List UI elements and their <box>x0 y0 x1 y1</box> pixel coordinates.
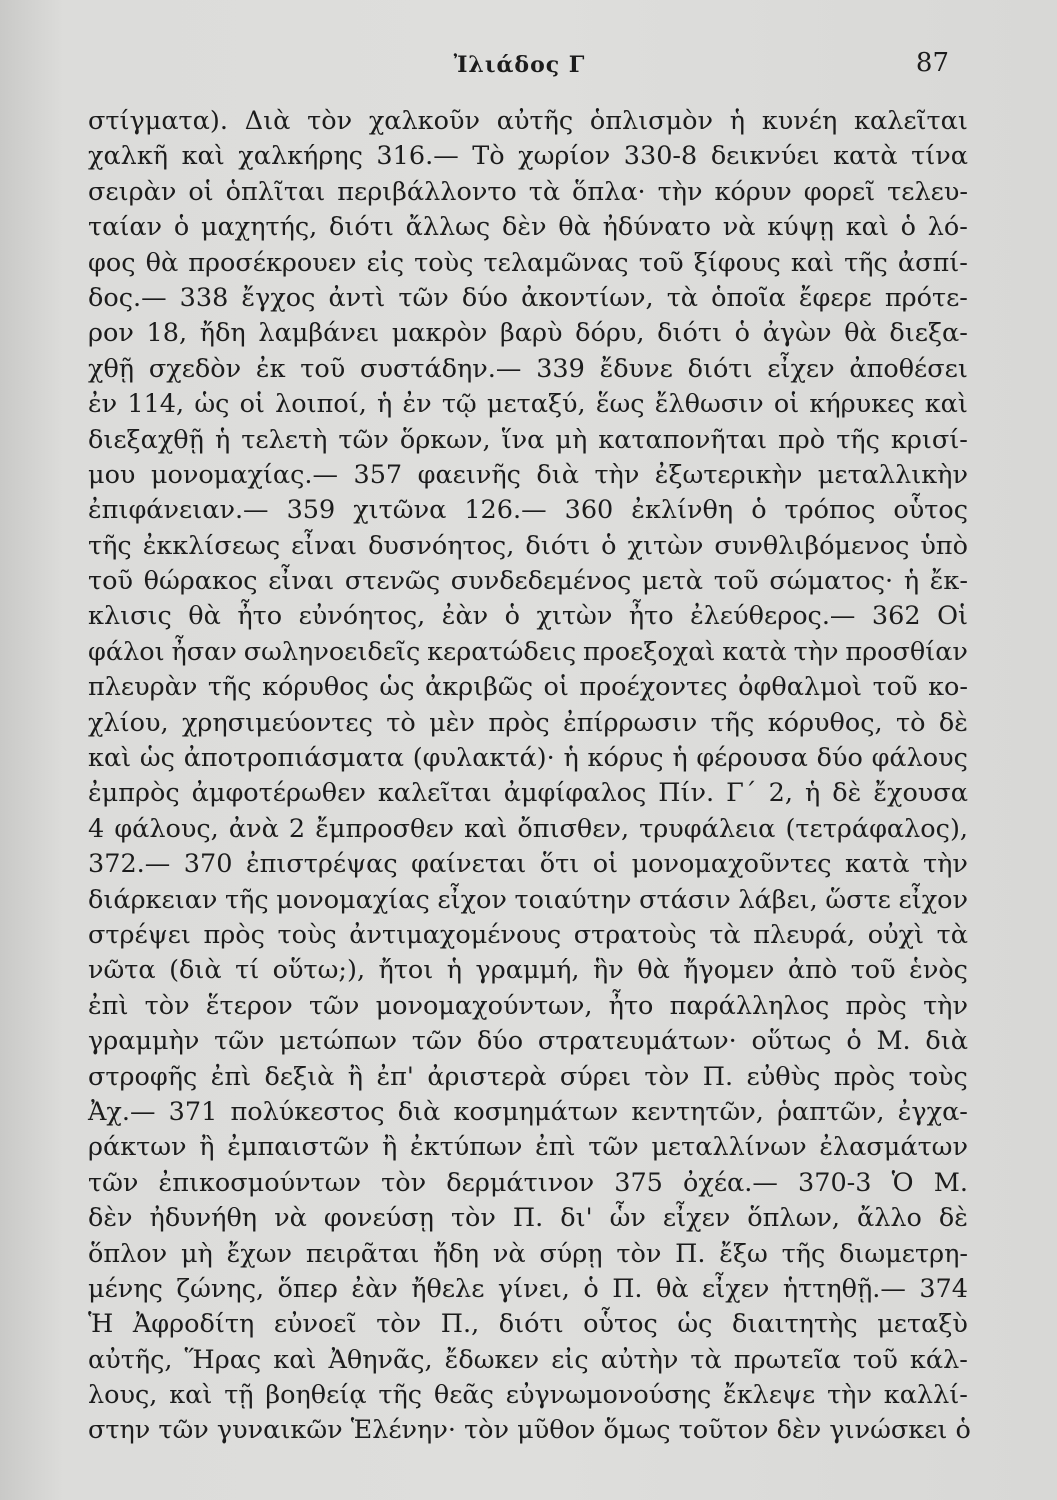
text-line: φάλοι ἦσαν σωληνοειδεῖς κερατώδεις προεξοχαὶ κατὰ τὴν προσθίαν <box>88 636 968 667</box>
text-line: στην τῶν γυναικῶν Ἑλένην· τὸν μῦθον ὅμως τοῦτον δὲν γινώσκει ὁ <box>88 1415 971 1446</box>
running-title: Ἰλιάδος Γ <box>453 52 586 78</box>
page-header <box>90 44 949 88</box>
text-line: καὶ ὡς ἀποτροπιάσματα (φυλακτά)· ἡ κόρυς ἡ φέρουσα δύο φάλους <box>88 743 968 774</box>
text-line: Ἡ Ἀφροδίτη εὐνοεῖ τὸν Π., διότι οὗτος ὡς διαιτητὴς μεταξὺ <box>88 1309 968 1340</box>
text-line: φος θὰ προσέκρουεν εἰς τοὺς τελαμῶνας τοῦ ξίφους καὶ τῆς ἀσπί- <box>88 247 968 278</box>
text-line: δὲν ἠδυνήθη νὰ φονεύσῃ τὸν Π. δι' ὧν εἶχεν ὅπλων, ἄλλο δὲ <box>88 1203 968 1234</box>
text-line: μένης ζώνης, ὅπερ ἐὰν ἤθελε γίνει, ὁ Π. θὰ εἶχεν ἡττηθῇ.— 374 <box>88 1273 968 1304</box>
text-line: πλευρὰν τῆς κόρυθος ὡς ἀκριβῶς οἱ προέχοντες ὀφθαλμοὶ τοῦ κο- <box>88 672 968 703</box>
text-line: στίγματα). Διὰ τὸν χαλκοῦν αὐτῆς ὁπλισμὸν ἡ κυνέη καλεῖται <box>88 106 968 136</box>
text-line: χλίου, χρησιμεύοντες τὸ μὲν πρὸς ἐπίρρωσιν τῆς κόρυθος, τὸ δὲ <box>88 707 968 738</box>
text-line: νῶτα (διὰ τί οὕτω;), ἤτοι ἡ γραμμή, ἣν θὰ ἤγομεν ἀπὸ τοῦ ἑνὸς <box>88 955 968 986</box>
text-line: διεξαχθῇ ἡ τελετὴ τῶν ὅρκων, ἵνα μὴ καταπονῆται πρὸ τῆς κρισί- <box>88 424 968 455</box>
text-line: κλισις θὰ ἦτο εὐνόητος, ἐὰν ὁ χιτὼν ἦτο ἐλεύθερος.— 362 Οἱ <box>88 601 968 632</box>
text-line: γραμμὴν τῶν μετώπων τῶν δύο στρατευμάτων· οὕτως ὁ Μ. διὰ <box>88 1026 968 1057</box>
text-line: δος.— 338 ἔγχος ἀντὶ τῶν δύο ἀκοντίων, τὰ ὁποῖα ἔφερε πρότε- <box>88 282 968 313</box>
text-line: ταίαν ὁ μαχητής, διότι ἄλλως δὲν θὰ ἠδύνατο νὰ κύψῃ καὶ ὁ λό- <box>88 212 968 243</box>
text-line: τῆς ἐκκλίσεως εἶναι δυσνόητος, διότι ὁ χιτὼν συνθλιβόμενος ὑπὸ <box>88 530 968 561</box>
text-line: τοῦ θώρακος εἶναι στενῶς συνδεδεμένος μετὰ τοῦ σώματος· ἡ ἔκ- <box>88 566 968 597</box>
text-line: 372.— 370 ἐπιστρέψας φαίνεται ὅτι οἱ μονομαχοῦντες κατὰ τὴν <box>88 849 968 880</box>
text-line: ὅπλον μὴ ἔχων πειρᾶται ἤδη νὰ σύρῃ τὸν Π. ἔξω τῆς διωμετρη- <box>88 1238 968 1269</box>
text-line: σειρὰν οἱ ὁπλῖται περιβάλλοντο τὰ ὅπλα· τὴν κόρυν φορεῖ τελευ- <box>88 176 968 207</box>
text-line: διάρκειαν τῆς μονομαχίας εἶχον τοιαύτην στάσιν λάβει, ὥστε εἶχον <box>88 884 968 915</box>
text-line: χθῇ σχεδὸν ἐκ τοῦ συστάδην.— 339 ἔδυνε διότι εἶχεν ἀποθέσει <box>88 353 968 384</box>
commentary-text <box>88 104 971 1449</box>
text-line: ἐπὶ τὸν ἕτερον τῶν μονομαχούντων, ἦτο παράλληλος πρὸς τὴν <box>88 990 968 1021</box>
text-line: ρον 18, ἤδη λαμβάνει μακρὸν βαρὺ δόρυ, διότι ὁ ἀγὼν θὰ διεξα- <box>88 318 968 349</box>
text-line: αὐτῆς, Ἥρας καὶ Ἀθηνᾶς, ἔδωκεν εἰς αὐτὴν τὰ πρωτεῖα τοῦ κάλ- <box>88 1344 968 1375</box>
text-line: λους, καὶ τῇ βοηθείᾳ τῆς θεᾶς εὐγνωμονούσης ἔκλεψε τὴν καλλί- <box>88 1380 968 1411</box>
text-line: τῶν ἐπικοσμούντων τὸν δερμάτινον 375 ὀχέα.— 370-3 Ὁ Μ. <box>88 1167 968 1198</box>
text-line: στρέψει πρὸς τοὺς ἀντιμαχομένους στρατοὺς τὰ πλευρά, οὐχὶ τὰ <box>88 919 968 950</box>
text-line: Ἀχ.— 371 πολύκεστος διὰ κοσμημάτων κεντητῶν, ῥαπτῶν, ἐγχα- <box>88 1096 968 1127</box>
text-line: ἐν 114, ὡς οἱ λοιποί, ἡ ἐν τῷ μεταξύ, ἕως ἔλθωσιν οἱ κήρυκες καὶ <box>88 389 968 420</box>
text-line: μου μονομαχίας.— 357 φαεινῆς διὰ τὴν ἐξωτερικὴν μεταλλικὴν <box>88 459 968 490</box>
page-number: 87 <box>915 48 949 78</box>
text-line: ἐμπρὸς ἀμφοτέρωθεν καλεῖται ἀμφίφαλος Πίν. Γ΄ 2, ἡ δὲ ἔχουσα <box>88 778 968 809</box>
text-line: ἐπιφάνειαν.— 359 χιτῶνα 126.— 360 ἐκλίνθη ὁ τρόπος οὗτος <box>88 495 968 526</box>
text-line: ράκτων ἢ ἐμπαιστῶν ἢ ἐκτύπων ἐπὶ τῶν μεταλλίνων ἐλασμάτων <box>88 1132 968 1163</box>
text-line: στροφῆς ἐπὶ δεξιὰ ἢ ἐπ' ἀριστερὰ σύρει τὸν Π. εὐθὺς πρὸς τοὺς <box>88 1061 968 1092</box>
text-line: 4 φάλους, ἀνὰ 2 ἔμπροσθεν καὶ ὄπισθεν, τρυφάλεια (τετράφαλος), <box>88 813 968 844</box>
text-line: χαλκῆ καὶ χαλκήρης 316.— Τὸ χωρίον 330-8 δεικνύει κατὰ τίνα <box>88 141 968 172</box>
